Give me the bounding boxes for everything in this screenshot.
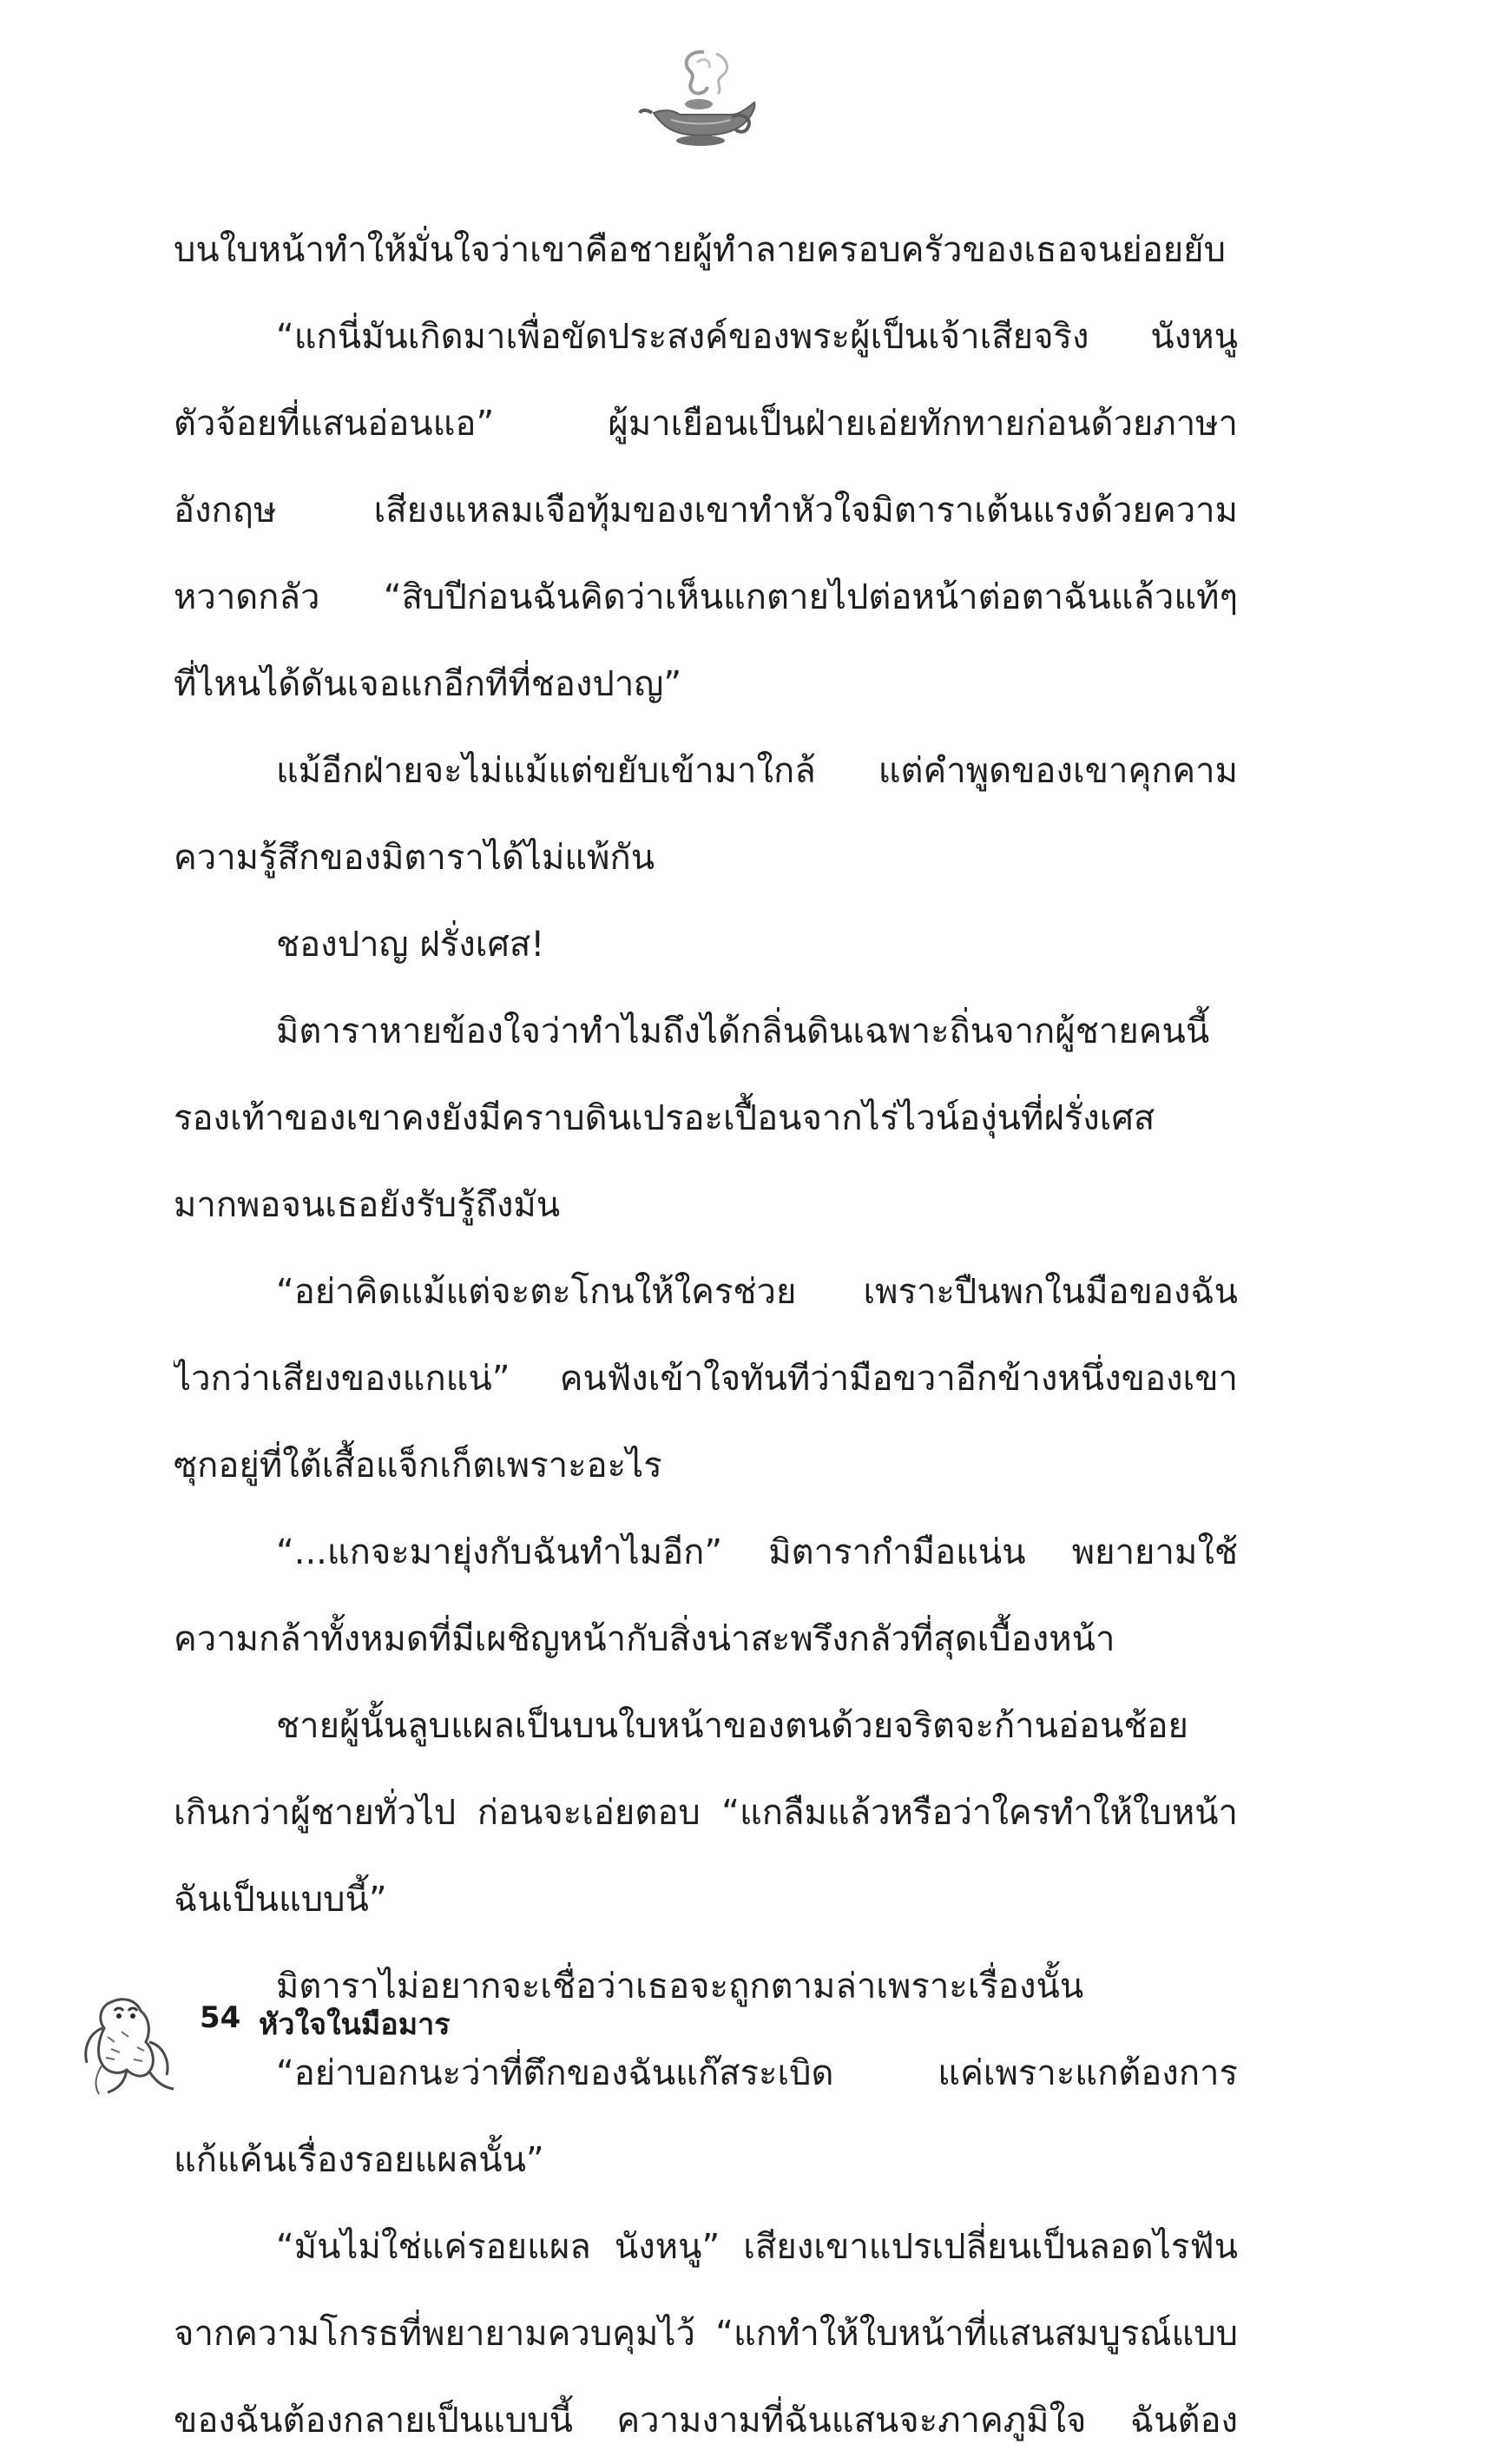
text-line: “อย่าบอกนะว่าที่ตึกของฉันแก๊สระเบิด แค่เพราะแกต้องการ [276, 2053, 1238, 2093]
text-line: มิตาราหายข้องใจว่าทำไมถึงได้กลิ่นดินเฉพาะถิ่นจากผู้ชายคนนี้ [276, 1011, 1210, 1051]
text-line: “อย่าคิดแม้แต่จะตะโกนให้ใครช่วย เพราะปืนพกในมือของฉัน [276, 1272, 1238, 1312]
text-line: ฉันเป็นแบบนี้” [174, 1880, 387, 1920]
page-number: 54 [200, 2000, 241, 2035]
monkey-icon [76, 1967, 181, 2098]
body-text [174, 207, 1238, 2464]
text-line: เกินกว่าผู้ชายทั่วไป ก่อนจะเอ่ยตอบ “แกลืมแล้วหรือว่าใครทำให้ใบหน้า [174, 1793, 1238, 1833]
text-line: ของฉันต้องกลายเป็นแบบนี้ ความงามที่ฉันแสนจะภาคภูมิใจ ฉันต้อง [174, 2401, 1238, 2441]
magic-lamp-icon [636, 45, 767, 154]
text-line: ชองปาญ ฝรั่งเศส! [276, 925, 545, 965]
text-line: แม้อีกฝ่ายจะไม่แม้แต่ขยับเข้ามาใกล้ แต่คำพูดของเขาคุกคาม [276, 751, 1238, 791]
text-line: บนใบหน้าทำให้มั่นใจว่าเขาคือชายผู้ทำลายครอบครัวของเธอจนย่อยยับ [174, 230, 1227, 270]
text-line: รองเท้าของเขาคงยังมีคราบดินเปรอะเปื้อนจากไร่ไวน์องุ่นที่ฝรั่งเศส [174, 1098, 1155, 1138]
text-line: ที่ไหนได้ดันเจอแกอีกทีที่ชองปาญ” [174, 664, 682, 704]
text-line: “แกนี่มันเกิดมาเพื่อขัดประสงค์ของพระผู้เป็นเจ้าเสียจริง นังหนู [276, 317, 1238, 357]
text-line: ตัวจ้อยที่แสนอ่อนแอ” ผู้มาเยือนเป็นฝ่ายเอ่ยทักทายก่อนด้วยภาษา [174, 404, 1238, 444]
book-title: หัวใจในมือมาร [259, 2007, 451, 2042]
text-line: ความกล้าทั้งหมดที่มีเผชิญหน้ากับสิ่งน่าสะพรึงกลัวที่สุดเบื้องหน้า [174, 1619, 1115, 1659]
text-line: ชายผู้นั้นลูบแผลเป็นบนใบหน้าของตนด้วยจริตจะก้านอ่อนช้อย [276, 1706, 1188, 1746]
text-line: อังกฤษ เสียงแหลมเจือทุ้มของเขาทำหัวใจมิตาราเต้นแรงด้วยความ [174, 491, 1238, 530]
text-line: หวาดกลัว “สิบปีก่อนฉันคิดว่าเห็นแกตายไปต่อหน้าต่อตาฉันแล้วแท้ๆ [174, 577, 1238, 617]
page-footer [76, 1967, 684, 2106]
text-line: แก้แค้นเรื่องรอยแผลนั้น” [174, 2140, 544, 2180]
text-line: “...แกจะมายุ่งกับฉันทำไมอีก” มิตารากำมือแน่น พยายามใช้ [276, 1532, 1238, 1572]
text-line: ซุกอยู่ที่ใต้เสื้อแจ็กเก็ตเพราะอะไร [174, 1446, 662, 1486]
text-line: จากความโกรธที่พยายามควบคุมไว้ “แกทำให้ใบหน้าที่แสนสมบูรณ์แบบ [174, 2314, 1238, 2354]
text-line: “มันไม่ใช่แค่รอยแผล นังหนู” เสียงเขาแปรเปลี่ยนเป็นลอดไรฟัน [276, 2227, 1238, 2267]
text-line: ไวกว่าเสียงของแกแน่” คนฟังเข้าใจทันทีว่ามือขวาอีกข้างหนึ่งของเขา [174, 1359, 1238, 1399]
text-line: มิตาราไม่อยากจะเชื่อว่าเธอจะถูกตามล่าเพราะเรื่องนั้น [276, 1967, 1084, 2006]
text-line: มากพอจนเธอยังรับรู้ถึงมัน [174, 1185, 561, 1225]
text-line: ความรู้สึกของมิตาราได้ไม่แพ้กัน [174, 838, 655, 878]
